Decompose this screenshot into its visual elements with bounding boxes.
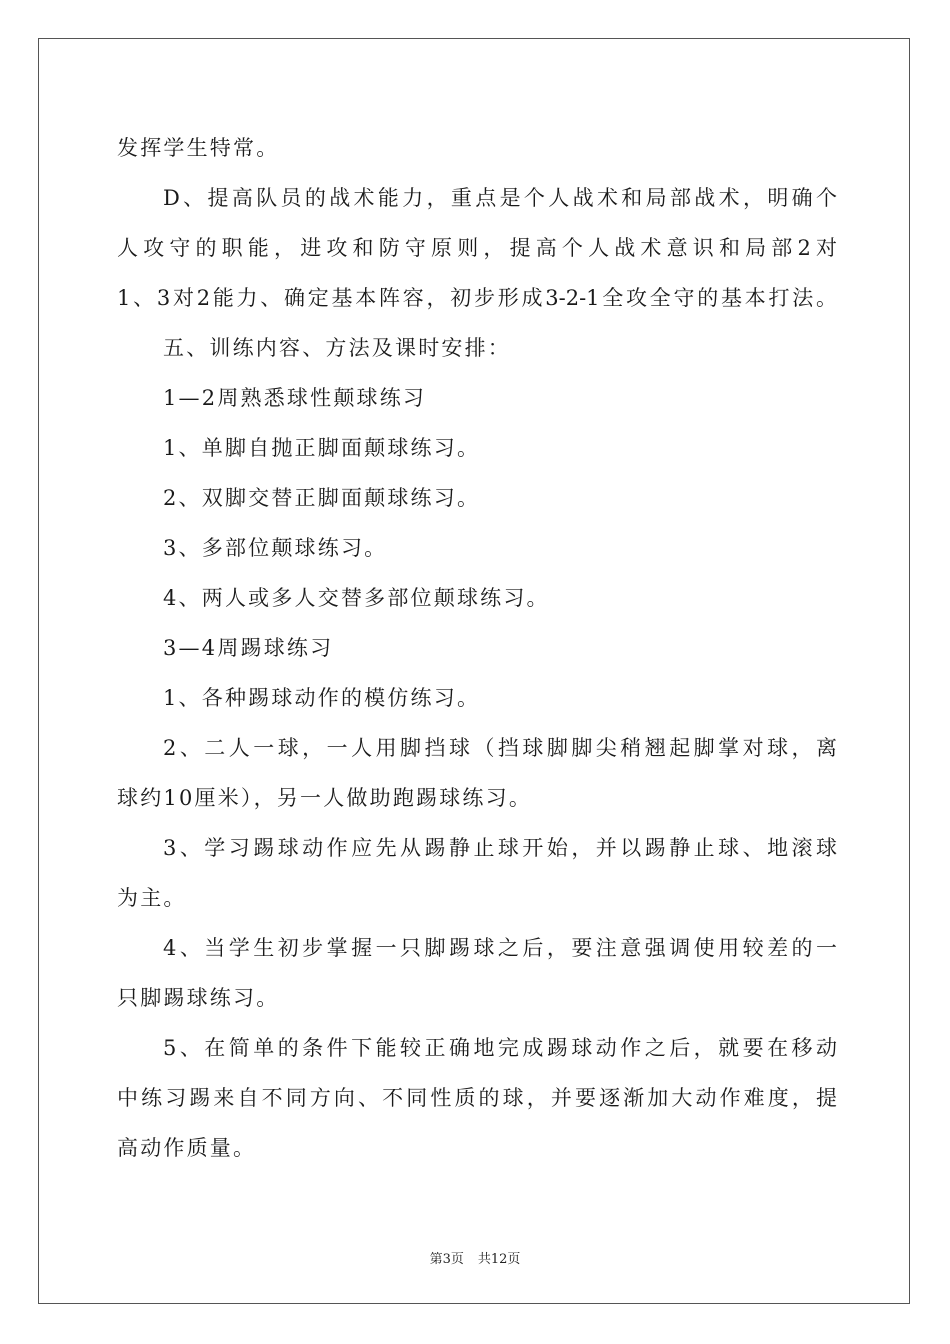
- text-line: 4、当学生初步掌握一只脚踢球之后，要注意强调使用较差的一: [163, 936, 837, 960]
- text-line: 中练习踢来自不同方向、不同性质的球，并要逐渐加大动作难度，提: [117, 1086, 837, 1110]
- text-line: 为主。: [117, 886, 187, 910]
- text-line: 1、3对2能力、确定基本阵容，初步形成3-2-1全攻全守的基本打法。: [117, 286, 837, 310]
- text-line: 3—4周踢球练习: [163, 636, 334, 660]
- text-line: 1—2周熟悉球性颠球练习: [163, 386, 427, 410]
- page-footer: [0, 1248, 950, 1267]
- text-line: 5、在简单的条件下能较正确地完成踢球动作之后，就要在移动: [163, 1036, 837, 1060]
- text-line: 2、二人一球，一人用脚挡球（挡球脚脚尖稍翘起脚掌对球，离: [163, 736, 837, 760]
- page-number: 第3页: [429, 1252, 464, 1267]
- document-body: [117, 128, 837, 1178]
- text-line: 高动作质量。: [117, 1136, 257, 1160]
- text-line: 3、多部位颠球练习。: [163, 536, 388, 560]
- text-line: 3、学习踢球动作应先从踢静止球开始，并以踢静止球、地滚球: [163, 836, 837, 860]
- text-line: 发挥学生特常。: [117, 136, 280, 160]
- text-line: 2、双脚交替正脚面颠球练习。: [163, 486, 481, 510]
- text-line: 1、各种踢球动作的模仿练习。: [163, 686, 481, 710]
- text-line: 只脚踢球练习。: [117, 986, 280, 1010]
- text-line: D、提高队员的战术能力，重点是个人战术和局部战术，明确个: [163, 186, 837, 210]
- text-line: 五、训练内容、方法及课时安排：: [163, 336, 511, 360]
- text-line: 球约10厘米），另一人做助跑踢球练习。: [117, 786, 533, 810]
- text-line: 4、两人或多人交替多部位颠球练习。: [163, 586, 550, 610]
- text-line: 1、单脚自抛正脚面颠球练习。: [163, 436, 481, 460]
- page-total: 共12页: [477, 1252, 521, 1267]
- text-line: 人攻守的职能，进攻和防守原则，提高个人战术意识和局部2对: [117, 236, 837, 260]
